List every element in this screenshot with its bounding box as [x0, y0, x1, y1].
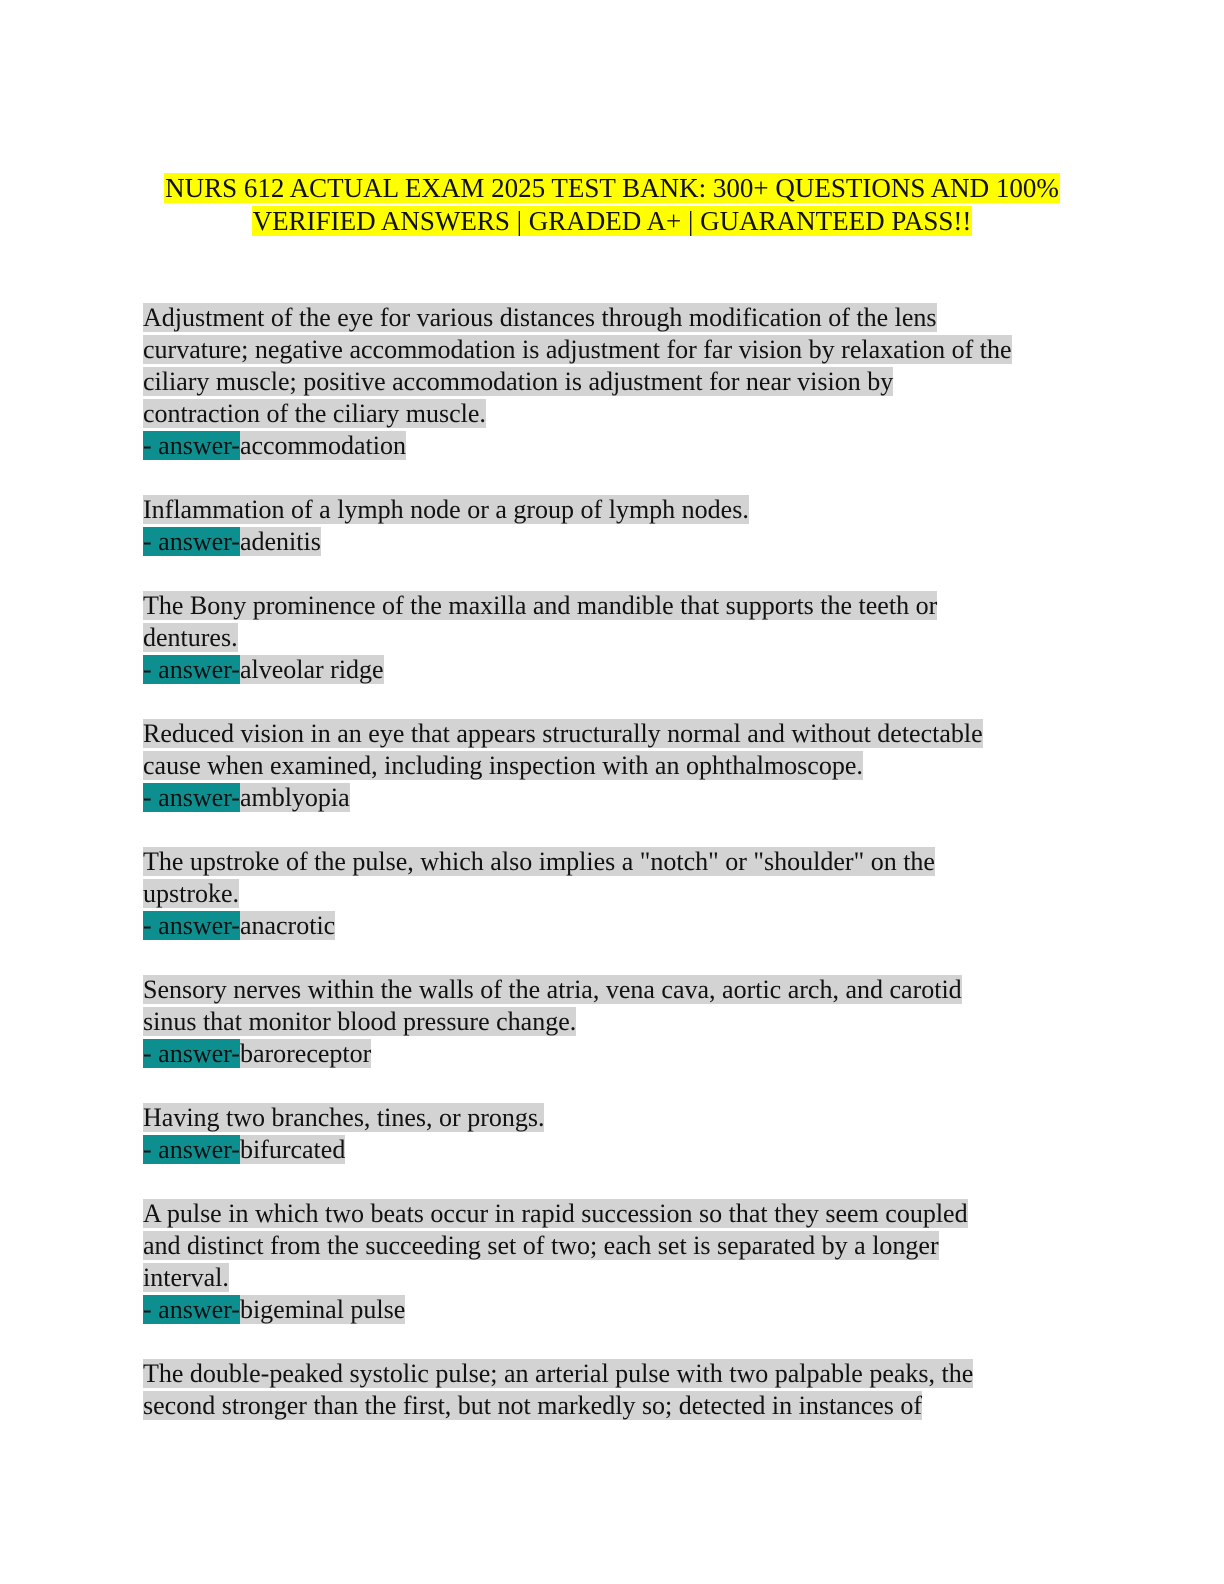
answer-term: anacrotic: [239, 911, 336, 940]
qa-entry: [143, 590, 1083, 686]
qa-entry: [143, 494, 1083, 558]
answer-prefix: - answer-: [143, 431, 240, 460]
definition-text: The Bony prominence of the maxilla and mandible that supports the teeth or: [143, 591, 938, 620]
definition-text: dentures.: [143, 623, 238, 652]
title-line: NURS 612 ACTUAL EXAM 2025 TEST BANK: 300+ QUESTIONS AND 100%: [165, 173, 1059, 203]
definition-text: The upstroke of the pulse, which also implies a "notch" or "shoulder" on the: [143, 847, 935, 876]
answer-line: [143, 782, 1083, 814]
definition-text: second stronger than the first, but not markedly so; detected in instances of: [143, 1391, 923, 1420]
qa-entry: [143, 974, 1083, 1070]
qa-entry: [143, 1102, 1083, 1166]
answer-term: adenitis: [239, 527, 321, 556]
definition-text: curvature; negative accommodation is adjustment for far vision by relaxation of the: [143, 335, 1012, 364]
definition-text: ciliary muscle; positive accommodation is adjustment for near vision by: [143, 367, 894, 396]
qa-entry: [143, 1358, 1083, 1422]
definition-text: contraction of the ciliary muscle.: [143, 399, 486, 428]
answer-term: baroreceptor: [239, 1039, 372, 1068]
definition-text: and distinct from the succeeding set of two; each set is separated by a longer: [143, 1231, 939, 1260]
definition-text: Adjustment of the eye for various distances through modification of the lens: [143, 303, 937, 332]
answer-line: [143, 526, 1083, 558]
answer-term: accommodation: [239, 431, 406, 460]
definition-text: sinus that monitor blood pressure change.: [143, 1007, 577, 1036]
qa-entry: [143, 302, 1083, 462]
answer-term: alveolar ridge: [239, 655, 384, 684]
definition-text: cause when examined, including inspection with an ophthalmoscope.: [143, 751, 863, 780]
answer-term: bigeminal pulse: [239, 1295, 406, 1324]
answer-term: bifurcated: [239, 1135, 346, 1164]
qa-entry: [143, 718, 1083, 814]
qa-entry: [143, 1198, 1083, 1326]
definition-text: A pulse in which two beats occur in rapid succession so that they seem coupled: [143, 1199, 968, 1228]
answer-prefix: - answer-: [143, 911, 240, 940]
definition-text: Having two branches, tines, or prongs.: [143, 1103, 545, 1132]
answer-prefix: - answer-: [143, 655, 240, 684]
qa-entry: [143, 846, 1083, 942]
answer-line: [143, 1038, 1083, 1070]
answer-line: [143, 430, 1083, 462]
answer-term: amblyopia: [239, 783, 350, 812]
answer-prefix: - answer-: [143, 783, 240, 812]
definition-text: The double-peaked systolic pulse; an arterial pulse with two palpable peaks, the: [143, 1359, 974, 1388]
definition-text: Reduced vision in an eye that appears structurally normal and without detectable: [143, 719, 983, 748]
definition-text: Sensory nerves within the walls of the atria, vena cava, aortic arch, and carotid: [143, 975, 962, 1004]
definition-text: Inflammation of a lymph node or a group of lymph nodes.: [143, 495, 749, 524]
answer-prefix: - answer-: [143, 1295, 240, 1324]
answer-line: [143, 654, 1083, 686]
answer-line: [143, 910, 1083, 942]
definition-text: interval.: [143, 1263, 229, 1292]
answer-prefix: - answer-: [143, 1135, 240, 1164]
answer-prefix: - answer-: [143, 527, 240, 556]
document-title: [100, 172, 1124, 238]
qa-list: [143, 302, 1083, 1422]
answer-line: [143, 1294, 1083, 1326]
definition-text: upstroke.: [143, 879, 240, 908]
answer-line: [143, 1134, 1083, 1166]
answer-prefix: - answer-: [143, 1039, 240, 1068]
title-line: VERIFIED ANSWERS | GRADED A+ | GUARANTEED PASS!!: [252, 206, 972, 236]
